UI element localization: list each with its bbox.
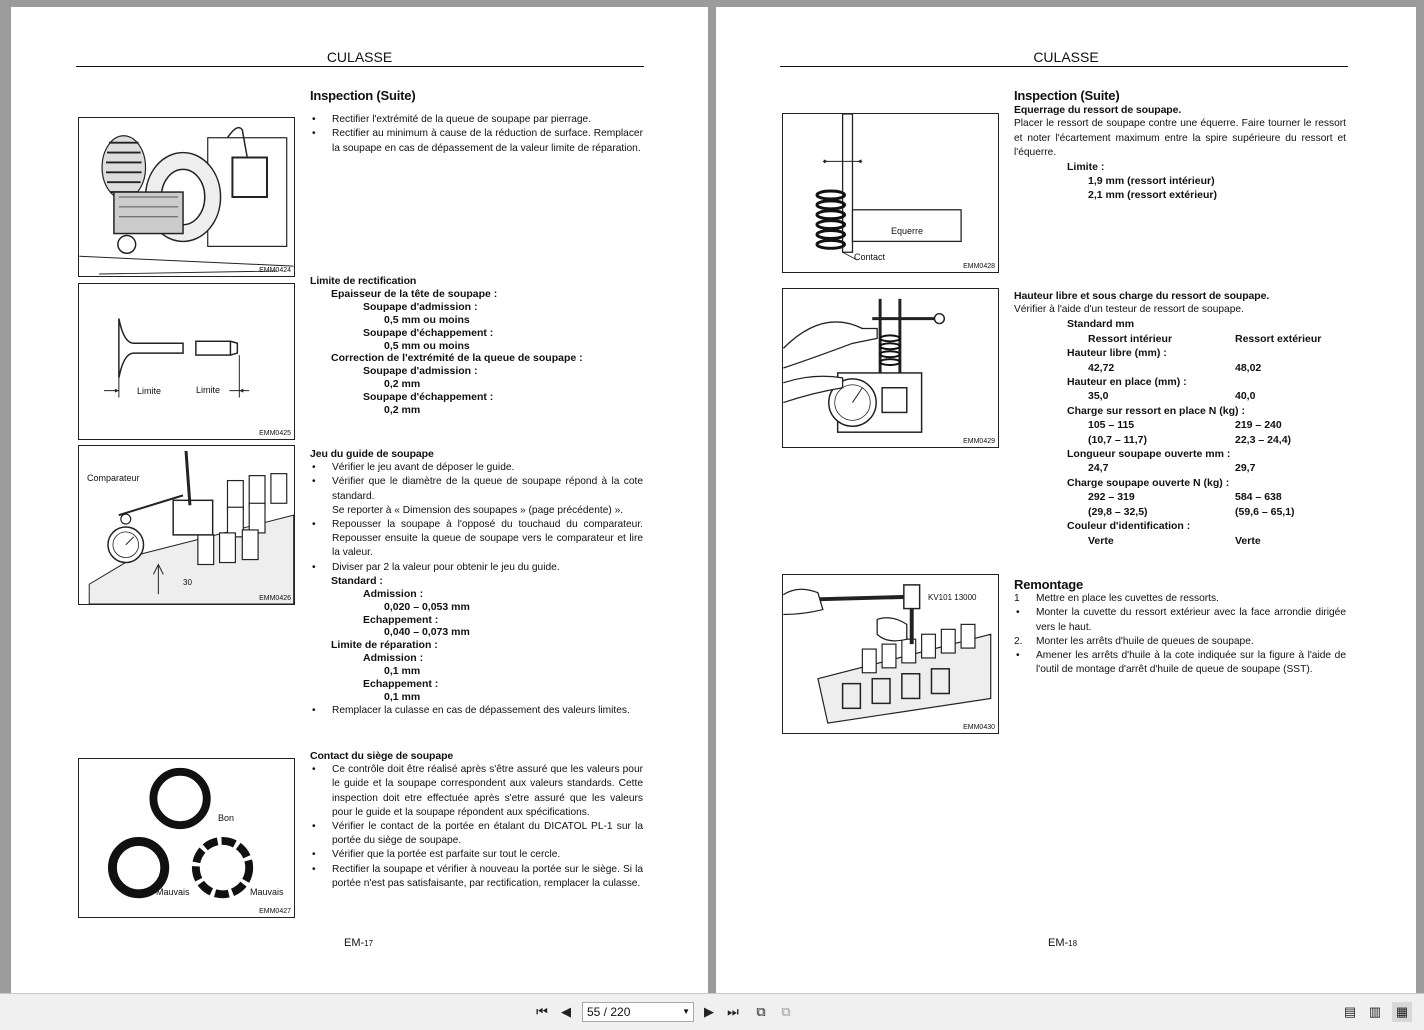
figure-reassembly (782, 574, 999, 734)
figure-spring-square (782, 113, 999, 273)
figure-code: EMM0426 (259, 595, 291, 602)
figure-seat-contact (78, 758, 295, 918)
cell: 22,3 – 24,4) (1235, 433, 1292, 446)
spec-value: 0,1 mm (384, 690, 421, 703)
table-row (1067, 433, 1346, 447)
figure-dial-gauge (78, 445, 295, 605)
next-page-button[interactable]: ▶ (704, 1004, 714, 1019)
page-header: CULASSE (1033, 49, 1099, 65)
page-header: CULASSE (326, 49, 393, 65)
spec-label: Soupape d'admission : (363, 300, 478, 313)
single-page-view-icon[interactable]: ▤ (1343, 1004, 1357, 1019)
spec-label: Soupape d'admission : (363, 365, 478, 378)
figure-valve-refacer (78, 117, 295, 277)
row-label: Hauteur libre (mm) : (1067, 347, 1167, 360)
left-page (11, 7, 708, 993)
bullet-item: • Diviser par 2 la valeur pour obtenir le jeu du guide. (310, 561, 643, 575)
spec-label: Correction de l'extrémité de la queue de soupape : (331, 352, 583, 365)
table-row (1067, 505, 1346, 519)
cell: (29,8 – 32,5) (1088, 505, 1148, 518)
table-title: Standard mm (1067, 318, 1135, 331)
contact-label: Contact (854, 252, 886, 262)
section-title: Contact du siège de soupape (310, 750, 454, 762)
table-row (1067, 418, 1346, 432)
spring-tester-illustration (783, 289, 998, 447)
row-label: Charge soupape ouverte N (kg) : (1067, 476, 1230, 489)
bullet-item: • Vérifier que la portée est parfaite sur tout le cercle. (310, 848, 643, 862)
bullet-item: • Vérifier le contact de la portée en étalant du DICATOL PL-1 sur la portée du siège de soupape. (310, 820, 643, 848)
spec-value: 0,5 mm ou moins (384, 313, 470, 326)
first-page-button[interactable]: ⏮ (536, 1004, 548, 1019)
section-title: Remontage (1014, 577, 1083, 592)
bullet-item: • Amener les arrêts d'huile à la cote indiquée sur la figure à l'aide de l'outil de montage d'arrêt d'huile de queue de soupape (SST). (1014, 649, 1346, 677)
spec-value: 0,2 mm (384, 404, 421, 417)
reference-text: Se reporter à « Dimension des soupapes » (page précédente) ». (332, 504, 624, 516)
section-remontage (1014, 578, 1346, 677)
section-jeu-guide (310, 447, 643, 718)
section-limite (310, 275, 643, 417)
figure-valve-limits (78, 283, 295, 440)
good-label: Bon (218, 813, 235, 823)
column-header: Ressort extérieur (1235, 332, 1322, 345)
table-row (1067, 389, 1346, 403)
cell: (10,7 – 11,7) (1088, 433, 1147, 446)
row-label: Charge sur ressort en place N (kg) : (1067, 404, 1245, 417)
paragraph: Placer le ressort de soupape contre une équerre. Faire tourner le ressort et noter l'écartement maximum entre la spire supérieure du ressort et l'équerre. (1014, 118, 1346, 158)
cell: 24,7 (1088, 462, 1109, 475)
bullet-item: • Vérifier le jeu avant de déposer le guide. (310, 461, 643, 475)
spec-label: Epaisseur de la tête de soupape : (331, 287, 498, 300)
right-page (716, 7, 1416, 993)
spec-value: 2,1 mm (ressort extérieur) (1088, 189, 1217, 202)
cell: 29,7 (1235, 462, 1256, 475)
cell: (59,6 – 65,1) (1235, 505, 1295, 518)
limit-label-1: Limite (137, 386, 162, 396)
bullet-item: • Remplacer la culasse en cas de dépassement des valeurs limites. (310, 704, 643, 718)
section-contact-siege (310, 749, 643, 891)
spec-label: Soupape d'échappement : (363, 326, 494, 339)
section-title: Inspection (Suite) (1014, 88, 1120, 103)
figure-spring-tester (782, 288, 999, 448)
table-row (1067, 361, 1346, 375)
figure-code: EMM0424 (259, 267, 291, 274)
cell: 292 – 319 (1088, 491, 1135, 504)
item-text: Mettre en place les cuvettes de ressorts. (1036, 593, 1219, 605)
previous-page-button[interactable]: ◀ (561, 1004, 571, 1019)
table-row (1067, 534, 1346, 548)
spec-label: Limite : (1067, 161, 1105, 174)
figure-code: EMM0427 (259, 908, 291, 915)
spec-label: Limite de réparation : (331, 639, 438, 652)
spec-value: 0,040 – 0,073 mm (384, 626, 470, 639)
page-prefix: EM- (1048, 937, 1069, 949)
figure-code: EMM0430 (963, 724, 995, 731)
page-number (344, 937, 373, 949)
cell: Verte (1235, 534, 1261, 547)
section-title: Hauteur libre et sous charge du ressort de soupape. (1014, 290, 1270, 302)
comparator-label: Comparateur (87, 473, 140, 483)
cell: 219 – 240 (1235, 419, 1282, 432)
section-equerrage (1014, 89, 1346, 203)
spec-label: Admission : (363, 652, 424, 665)
bullet-item: • Rectifier la soupape et vérifier à nouveau la portée sur le siège. Si la portée n'est pas satisfaisante, par rectification, remplacer la culasse. (310, 863, 643, 891)
section-title: Inspection (Suite) (310, 88, 416, 103)
spec-value: 0,020 – 0,053 mm (384, 600, 470, 613)
bad-label-1: Mauvais (156, 887, 190, 897)
valve-refacer-illustration (79, 118, 294, 276)
item-number: 2. (1014, 635, 1023, 647)
clearance-specs (310, 575, 643, 704)
continuous-view-icon[interactable]: ▥ (1368, 1004, 1382, 1019)
numbered-item (1014, 635, 1346, 649)
spec-label: Echappement : (363, 613, 439, 626)
column-header: Ressort intérieur (1088, 332, 1173, 345)
section-inspection (310, 89, 643, 156)
last-page-button[interactable]: ⏭ (727, 1004, 739, 1019)
cell: 105 – 115 (1088, 419, 1135, 432)
table-row (1067, 490, 1346, 504)
cell: Verte (1088, 534, 1114, 547)
figure-code: EMM0428 (963, 263, 995, 270)
go-forward-icon[interactable]: ⧉ (781, 1004, 791, 1019)
square-label: Equerre (891, 226, 924, 236)
row-label: Couleur d'identification : (1067, 520, 1191, 533)
spec-label: Soupape d'échappement : (363, 391, 494, 404)
bullet-item: • Rectifier l'extrémité de la queue de soupape par pierrage. (310, 113, 643, 127)
bullet-item: • Rectifier au minimum à cause de la réduction de surface. Remplacer la soupape en cas de dépassement de la valeur limite de réparation. (310, 127, 643, 155)
two-page-view-icon[interactable]: ▦ (1392, 1002, 1412, 1022)
limit-label-2: Limite (196, 385, 221, 395)
spec-value: 0,2 mm (384, 378, 421, 391)
bullet-item: • Repousser la soupape à l'opposé du touchaud du comparateur. Repousser ensuite la queue de soupape vers le comparateur et lire la valeur. (310, 518, 643, 561)
page-number (1048, 937, 1077, 949)
figure-code: EMM0429 (963, 438, 995, 445)
go-back-icon[interactable]: ⧉ (756, 1004, 766, 1019)
spring-square-illustration (783, 114, 998, 272)
chevron-down-icon: ▼ (682, 1007, 690, 1016)
table-header (1067, 332, 1346, 346)
header-rule (76, 66, 644, 67)
section-title: Jeu du guide de soupape (310, 448, 434, 460)
bullet-item: • Ce contrôle doit être réalisé après s'être assuré que les valeurs pour le guide et la soupape correspondent aux valeurs standards. Cette inspection doit etre effectuée après s'etre assuré que les valeurs pour le guide et la soupape répondent aux spécifications. (310, 763, 643, 820)
header-rule (780, 66, 1348, 67)
numbered-item (1014, 592, 1346, 606)
cell: 42,72 (1088, 361, 1115, 374)
cell: 584 – 638 (1235, 491, 1282, 504)
spring-spec-table (1014, 317, 1346, 548)
page-num: 17 (364, 939, 374, 948)
page-selector[interactable] (582, 1002, 694, 1022)
dimension-label: 30 (183, 578, 192, 587)
bad-label-2: Mauvais (250, 887, 284, 897)
item-number: 1 (1014, 593, 1020, 605)
tool-label: KV101 13000 (928, 593, 977, 602)
viewer-toolbar (0, 993, 1424, 1030)
bullet-item: • Monter la cuvette du ressort extérieur avec la face arrondie dirigée vers le haut. (1014, 606, 1346, 634)
figure-code: EMM0425 (259, 430, 291, 437)
row-label: Longueur soupape ouverte mm : (1067, 448, 1231, 461)
page-selector-value: 55 / 220 (587, 1005, 631, 1019)
table-row (1067, 461, 1346, 475)
spec-label: Admission : (363, 587, 424, 600)
cell: 48,02 (1235, 361, 1262, 374)
paragraph: Vérifier à l'aide d'un testeur de ressort de soupape. (1014, 304, 1244, 316)
spec-value: 0,1 mm (384, 665, 421, 678)
spec-value: 0,5 mm ou moins (384, 339, 470, 352)
cell: 40,0 (1235, 390, 1256, 403)
section-title: Limite de rectification (310, 275, 417, 287)
row-label: Hauteur en place (mm) : (1067, 376, 1187, 389)
spec-value: 1,9 mm (ressort intérieur) (1088, 175, 1215, 188)
valve-limit-illustration (79, 284, 294, 439)
subsection-title: Equerrage du ressort de soupape. (1014, 104, 1182, 117)
bullet-item: • Vérifier que le diamètre de la queue de soupape répond à la cote standard. (310, 475, 643, 503)
page-num: 18 (1068, 939, 1078, 948)
cell: 35,0 (1088, 390, 1109, 403)
spec-label: Echappement : (363, 678, 439, 691)
item-text: Monter les arrêts d'huile de queues de soupape. (1036, 635, 1254, 647)
page-prefix: EM- (344, 937, 365, 949)
section-hauteur (1014, 289, 1346, 548)
spec-label: Standard : (331, 574, 383, 587)
